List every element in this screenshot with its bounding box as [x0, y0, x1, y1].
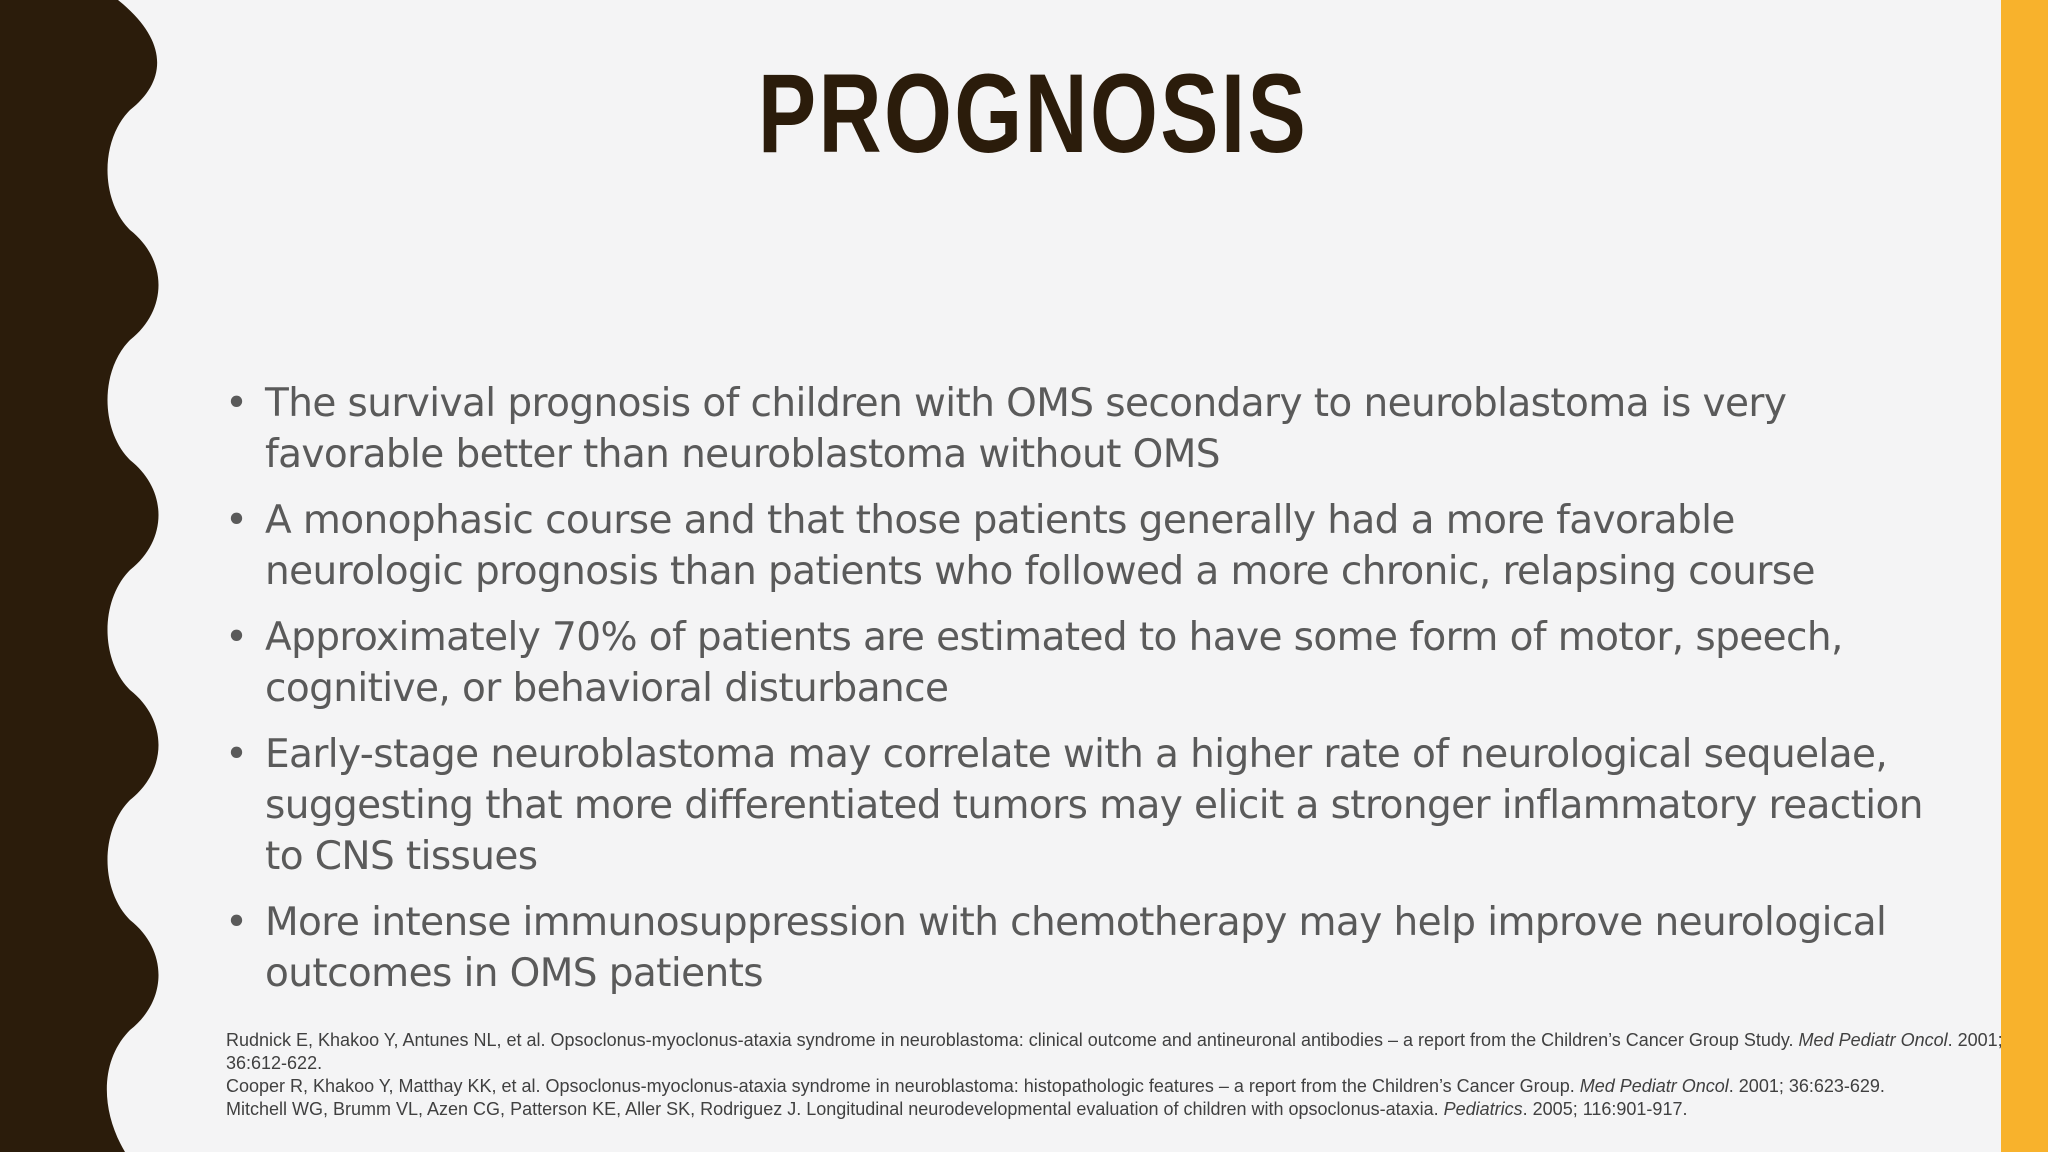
bullet-text: More intense immunosuppression with chemotherapy may help improve neurological outcomes in OMS patients [265, 900, 1887, 996]
reference-item [226, 1098, 2016, 1121]
bullet-text: A monophasic course and that those patients generally had a more favorable neurologic prognosis than patients who followed a more chronic, relapsing course [265, 498, 1815, 594]
bullet-text: Approximately 70% of patients are estimated to have some form of motor, speech, cognitive, or behavioral disturbance [265, 615, 1843, 711]
left-wave-decoration [0, 0, 160, 1152]
reference-journal: Pediatrics [1443, 1099, 1523, 1119]
wave-shape [0, 0, 159, 1152]
reference-citation: . 2001; 36:623-629. [1728, 1076, 1885, 1096]
bullet-dot: • [225, 900, 248, 945]
bullet-item [225, 378, 1925, 480]
reference-citation: . 2005; 116:901-917. [1522, 1099, 1688, 1119]
bullet-list [225, 378, 1925, 1014]
bullet-item [225, 729, 1925, 882]
bullet-dot: • [225, 732, 248, 777]
reference-journal: Med Pediatr Oncol [1798, 1030, 1948, 1050]
bullet-dot: • [225, 498, 248, 543]
bullet-item [225, 495, 1925, 597]
reference-journal: Med Pediatr Oncol [1579, 1076, 1729, 1096]
bullet-item [225, 897, 1925, 999]
references [226, 1029, 2016, 1121]
reference-text: Cooper R, Khakoo Y, Matthay KK, et al. Opsoclonus-myoclonus-ataxia syndrome in neuroblastoma: histopathologic features – a report from the Children’s Cancer Group. [226, 1076, 1580, 1096]
slide-title: PROGNOSIS [757, 51, 1309, 176]
bullet-text: The survival prognosis of children with OMS secondary to neuroblastoma is very favorable better than neuroblastoma without OMS [265, 381, 1787, 477]
bullet-text: Early-stage neuroblastoma may correlate with a higher rate of neurological sequelae, suggesting that more differentiated tumors may elicit a stronger inflammatory reaction to CNS tissues [265, 732, 1923, 879]
reference-item [226, 1029, 2016, 1075]
right-accent-bar [2001, 0, 2048, 1152]
bullet-dot: • [225, 615, 248, 660]
reference-text: Rudnick E, Khakoo Y, Antunes NL, et al. Opsoclonus-myoclonus-ataxia syndrome in neuroblastoma: clinical outcome and antineuronal antibodies – a report from the Children’s Cancer Group Study. [226, 1030, 1799, 1050]
reference-item [226, 1075, 2016, 1098]
bullet-dot: • [225, 381, 248, 426]
bullet-item [225, 612, 1925, 714]
reference-text: Mitchell WG, Brumm VL, Azen CG, Patterson KE, Aller SK, Rodriguez J. Longitudinal neurodevelopmental evaluation of children with opsoclonus-ataxia. [226, 1099, 1444, 1119]
reference-citation: . 2001; 36:612-622. [226, 1030, 2003, 1073]
